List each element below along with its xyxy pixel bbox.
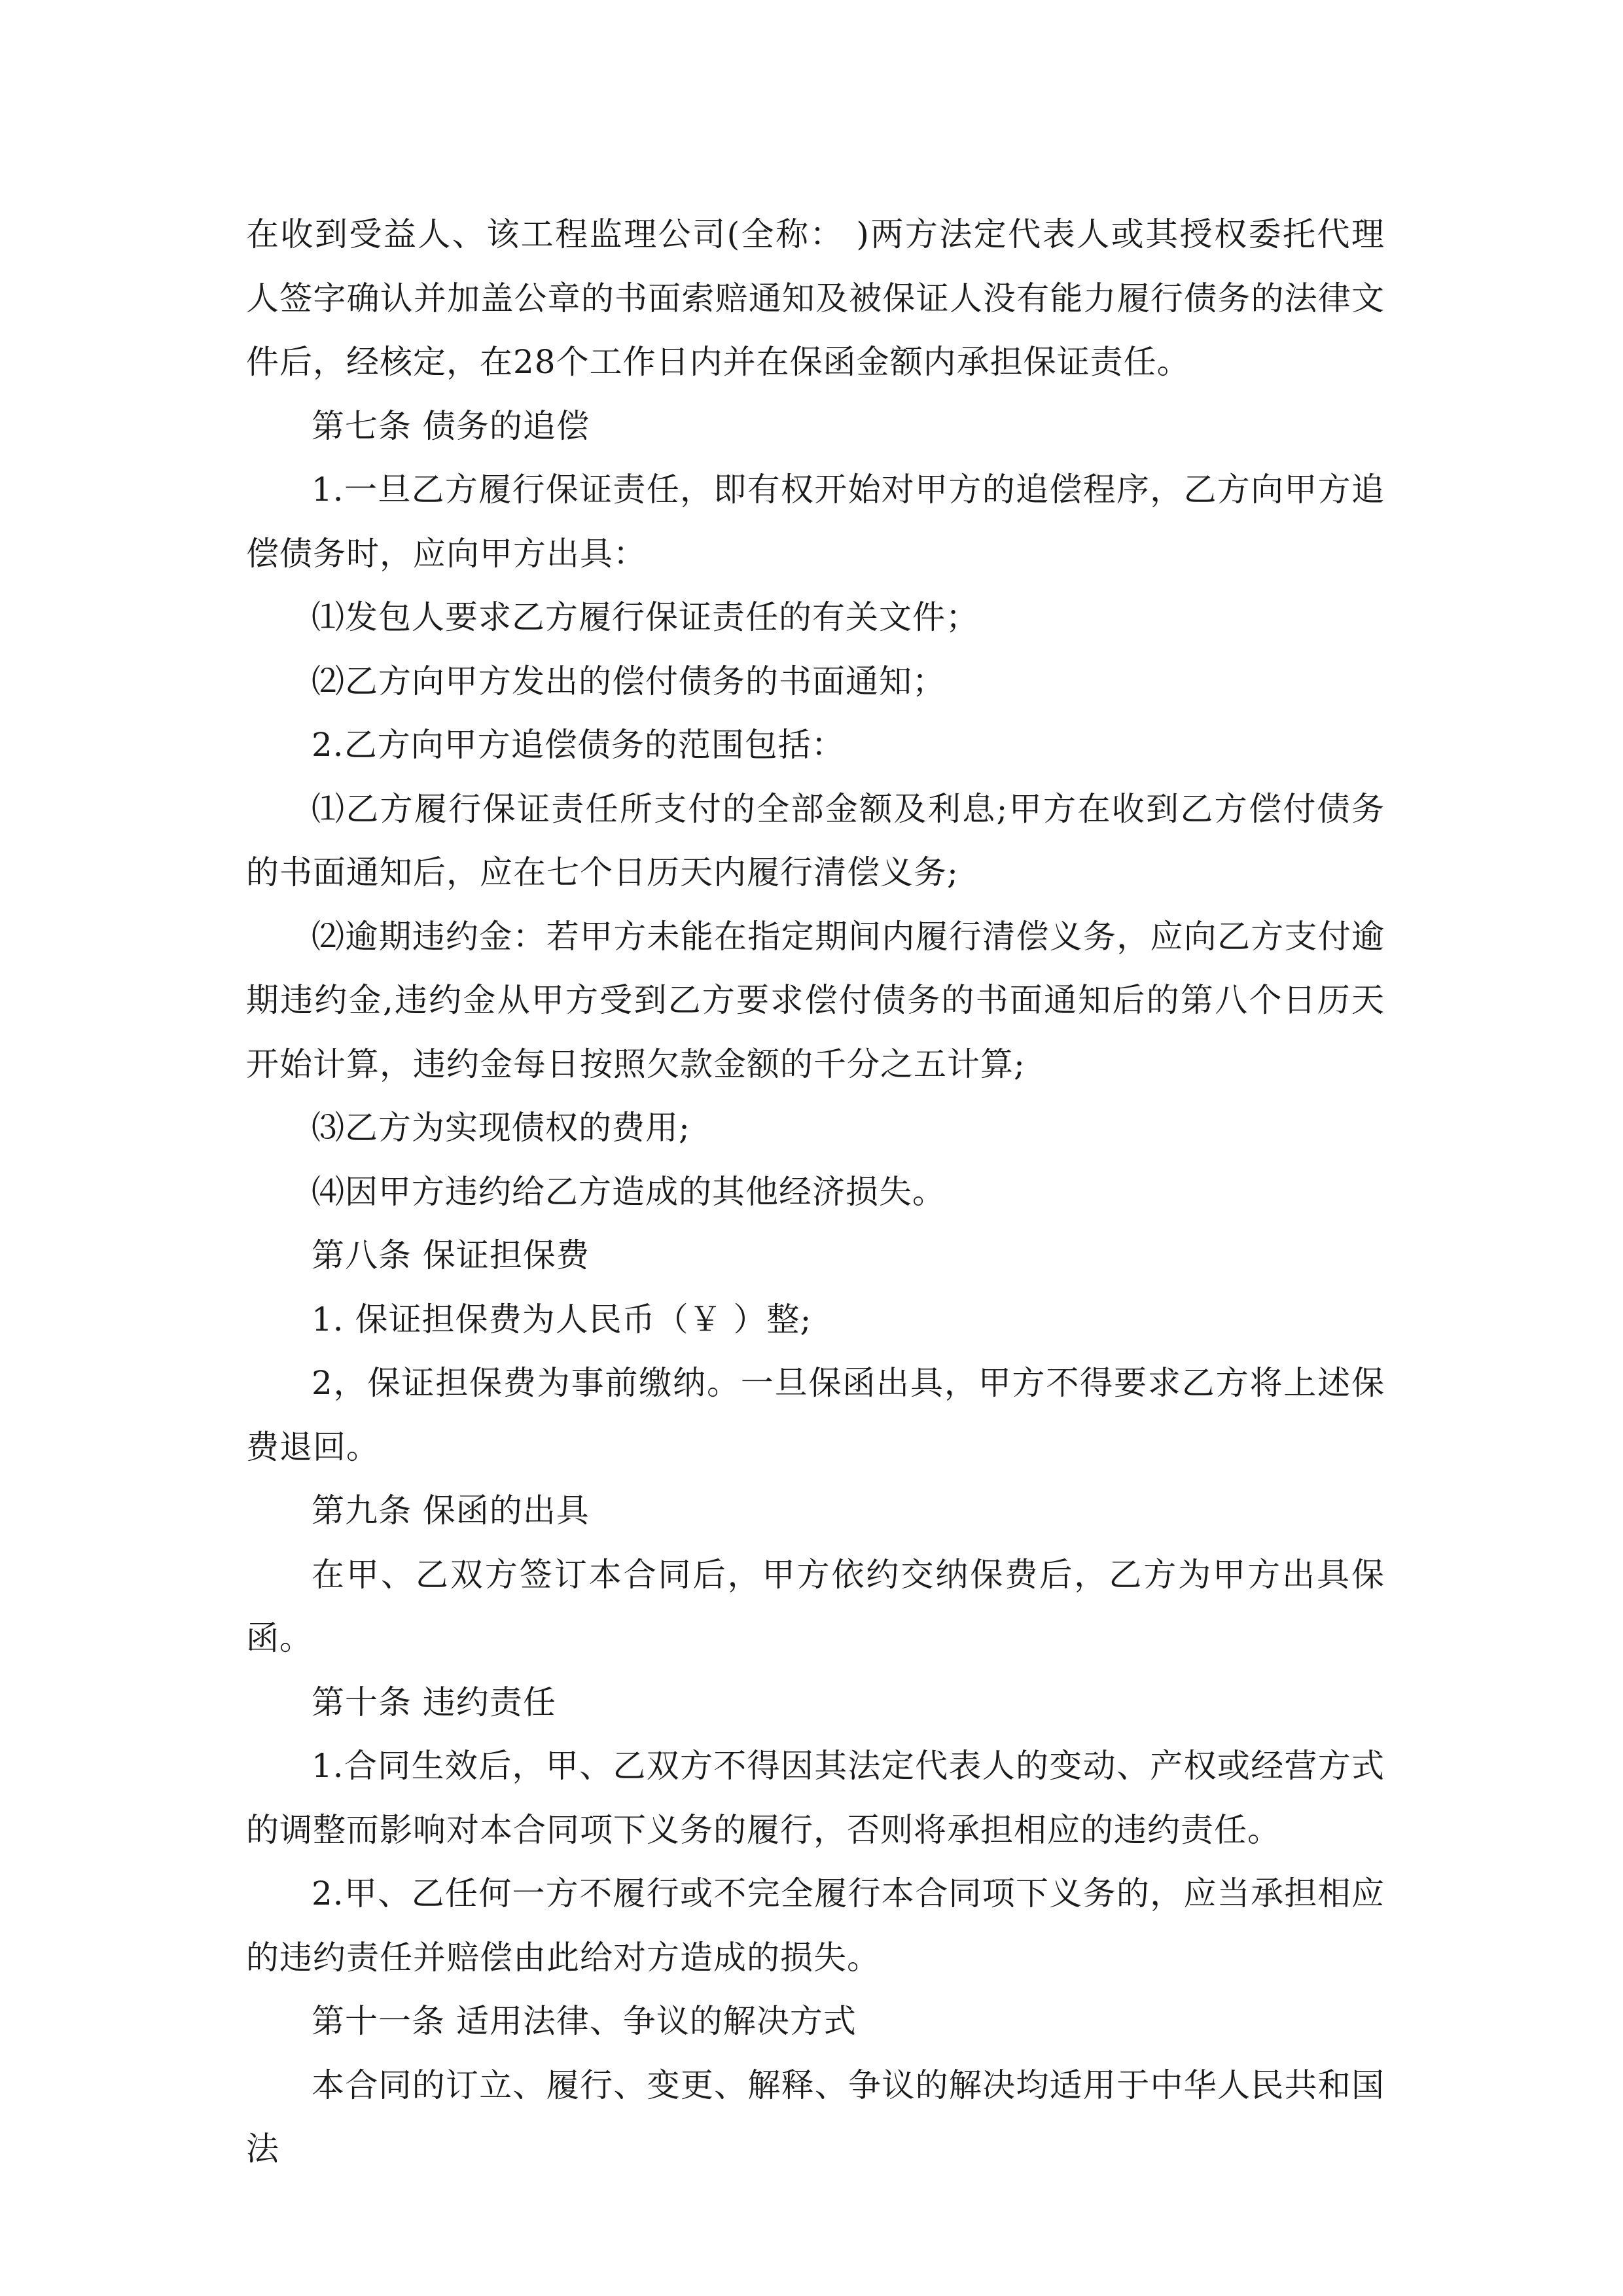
heading-article-7: 第七条 债务的追偿 [312,406,590,445]
heading-article-8: 第八条 保证担保费 [312,1236,590,1274]
paragraph-7-2-item-2: ⑵逾期违约金：若甲方未能在指定期间内履行清偿义务，应向乙方支付逾期违约金,违约金从甲方受到乙方要求偿付债务的书面通知后的第八个日历天开始计算，违约金每日按照欠款金额的千分之五计算; [246,917,1385,1083]
paragraph-7-2-item-3: ⑶乙方为实现债权的费用; [312,1109,690,1147]
paragraph-10-1: 1.合同生效后，甲、乙双方不得因其法定代表人的变动、产权或经营方式的调整而影响对本合同项下义务的履行，否则将承担相应的违约责任。 [246,1747,1385,1849]
paragraph-7-1-item-1: ⑴发包人要求乙方履行保证责任的有关文件； [312,598,979,636]
paragraph-10-2: 2.甲、乙任何一方不履行或不完全履行本合同项下义务的，应当承担相应的违约责任并赔偿由此给对方造成的损失。 [246,1874,1385,1977]
paragraph-9: 在甲、乙双方签订本合同后，甲方依约交纳保费后，乙方为甲方出具保函。 [246,1555,1385,1657]
paragraph-7-2: 2.乙方向甲方追偿债务的范围包括： [312,726,845,764]
heading-article-9: 第九条 保函的出具 [312,1492,590,1530]
paragraph-8-1: 1. 保证担保费为人民币（￥ ）整; [312,1300,812,1338]
paragraph-7-1-item-2: ⑵乙方向甲方发出的偿付债务的书面通知； [312,662,946,700]
contract-body [246,203,1385,2181]
paragraph-7-2-item-4: ⑷因甲方违约给乙方造成的其他经济损失。 [312,1172,946,1211]
heading-article-10: 第十条 违约责任 [312,1683,556,1721]
paragraph-7-2-item-1: ⑴乙方履行保证责任所支付的全部金额及利息;甲方在收到乙方偿付债务的书面通知后，应在七个日历天内履行清偿义务; [246,789,1385,891]
paragraph-11: 本合同的订立、履行、变更、解释、争议的解决均适用于中华人民共和国法 [246,2066,1385,2168]
paragraph-8-2: 2，保证担保费为事前缴纳。一旦保函出具，甲方不得要求乙方将上述保费退回。 [246,1364,1385,1466]
paragraph-claim-notice: 在收到受益人、该工程监理公司(全称： )两方法定代表人或其授权委托代理人签字确认并加盖公章的书面索赔通知及被保证人没有能力履行债务的法律文件后，经核定，在28个工作日内并在保函金额内承担保证责任。 [246,215,1385,381]
paragraph-7-1: 1.一旦乙方履行保证责任，即有权开始对甲方的追偿程序，乙方向甲方追偿债务时，应向甲方出具： [246,471,1385,573]
heading-article-11: 第十一条 适用法律、争议的解决方式 [312,2002,857,2040]
